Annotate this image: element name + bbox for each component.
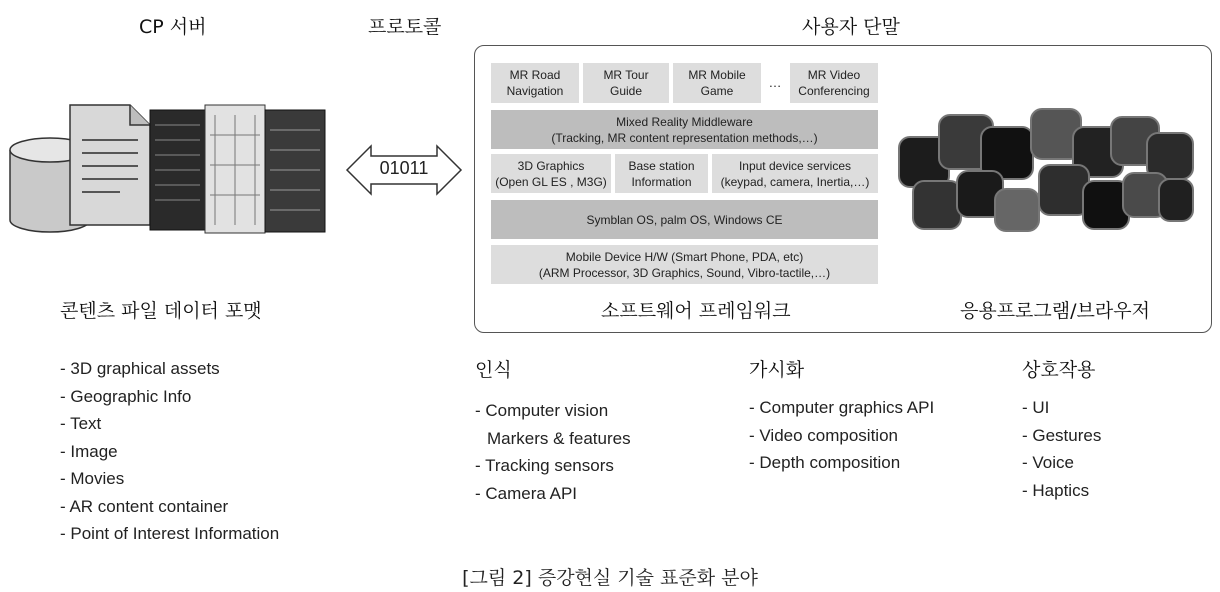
app-box-mr-mobile-game: MR Mobile Game [673, 63, 761, 103]
server-rack-icon [150, 105, 325, 233]
figure-caption: [그림 2] 증강현실 기술 표준화 분야 [462, 567, 758, 589]
app-icon [912, 180, 962, 230]
software-framework-label: 소프트웨어 프레임워크 [601, 300, 791, 322]
service-box-3d-graphics: 3D Graphics (Open GL ES , M3G) [491, 154, 611, 193]
content-format-title: 콘텐츠 파일 데이터 포맷 [60, 300, 262, 322]
list-item: - Point of Interest Information [60, 524, 280, 543]
category-list-visualization [749, 394, 934, 477]
list-item: - Tracking sensors [475, 456, 614, 475]
list-item: - Geographic Info [60, 386, 192, 406]
os-layer: Symblan OS, palm OS, Windows CE [491, 200, 878, 239]
list-item: - Haptics [1022, 480, 1090, 500]
list-item: - Voice [1022, 453, 1074, 472]
content-format-list [60, 355, 279, 548]
hardware-layer: Mobile Device H/W (Smart Phone, PDA, etc) (ARM Processor, 3D Graphics, Sound, Vibro-tactile,…) [491, 245, 878, 284]
list-item: - 3D graphical assets [60, 359, 220, 378]
list-item: - AR content container [60, 496, 229, 516]
protocol-arrow-label: 01011 [379, 158, 429, 178]
app-box-mr-road-navigation: MR Road Navigation [491, 63, 579, 103]
service-box-input-device: Input device services (keypad, camera, Inertia,…) [712, 154, 878, 193]
app-icons-collage [898, 108, 1196, 240]
mr-middleware-layer: Mixed Reality Middleware (Tracking, MR content representation methods,…) [491, 110, 878, 149]
list-item: - Text [60, 414, 102, 433]
app-ellipsis: … [768, 75, 782, 90]
cp-server-illustration [0, 95, 340, 245]
category-title-visualization: 가시화 [749, 359, 805, 381]
list-item: - Depth composition [749, 453, 901, 472]
list-item: - Computer vision [475, 401, 609, 420]
list-item: Markers & features [487, 428, 631, 448]
list-item: - Computer graphics API [749, 398, 935, 417]
category-list-recognition [475, 397, 631, 507]
list-item: - Video composition [749, 425, 898, 445]
service-box-base-station: Base station Information [615, 154, 708, 193]
category-list-interaction [1022, 394, 1101, 504]
category-title-interaction: 상호작용 [1022, 359, 1096, 381]
cp-server-header: CP 서버 [139, 16, 207, 38]
applications-browser-label: 응용프로그램/브라우저 [960, 300, 1150, 322]
app-icon [994, 188, 1040, 232]
category-title-recognition: 인식 [475, 359, 512, 381]
list-item: - Image [60, 441, 118, 461]
document-icon [70, 105, 150, 225]
list-item: - Camera API [475, 483, 578, 503]
app-icon [1158, 178, 1194, 222]
list-item: - UI [1022, 398, 1050, 417]
app-box-mr-video-conferencing: MR Video Conferencing [790, 63, 878, 103]
list-item: - Gestures [1022, 425, 1102, 445]
list-item: - Movies [60, 469, 125, 488]
app-box-mr-tour-guide: MR Tour Guide [583, 63, 669, 103]
protocol-header: 프로토콜 [368, 16, 442, 38]
user-terminal-header: 사용자 단말 [802, 16, 900, 38]
